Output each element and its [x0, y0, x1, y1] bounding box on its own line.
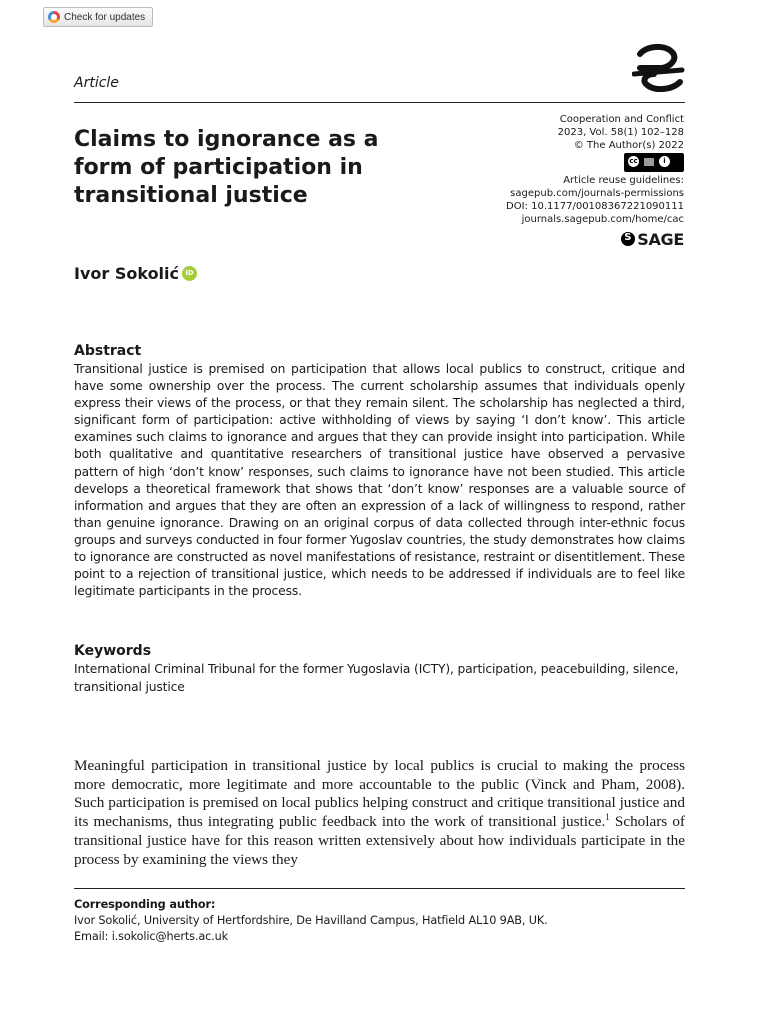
- check-for-updates-button[interactable]: [43, 7, 153, 27]
- journal-logo-icon: [632, 44, 688, 92]
- journal-name: Cooperation and Conflict: [559, 114, 684, 125]
- author-name: Ivor Sokolić: [74, 264, 180, 283]
- publisher-name: SAGE: [637, 229, 684, 249]
- corresponding-author-heading: Corresponding author:: [74, 898, 216, 911]
- copyright-notice: © The Author(s) 2022: [573, 140, 684, 151]
- footnote-reference[interactable]: 1: [605, 812, 610, 823]
- journal-volume: 2023, Vol. 58(1) 102–128: [557, 127, 684, 138]
- body-text-part-2: Scholars of transitional justice have for this reason written extensively about how individuals participate in the process by examining the views they: [74, 813, 685, 868]
- sage-logo-icon: [621, 232, 635, 246]
- corresponding-author-email[interactable]: Email: i.sokolic@herts.ac.uk: [74, 930, 228, 943]
- body-paragraph: [74, 757, 685, 869]
- article-title: Claims to ignorance as a form of participation in transitional justice: [74, 127, 379, 208]
- keywords-text: International Criminal Tribunal for the former Yugoslavia (ICTY), participation, peacebuilding, silence, transitional justice: [74, 662, 679, 694]
- check-updates-label: Check for updates: [64, 11, 146, 23]
- body-text-part-1: Meaningful participation in transitional justice by local publics is crucial to making the process more democratic, more legitimate and more accountable to the public (Vinck and Pham, 2008). Such participation is premised on local publics helping construct and critique transitional justice and its mechanisms, thus integrating public feedback into the work of transitional justice.: [74, 757, 685, 831]
- keywords-heading: Keywords: [74, 643, 152, 659]
- footnote-divider: [74, 888, 685, 889]
- corresponding-author-address: Ivor Sokolić, University of Hertfordshire, De Havilland Campus, Hatfield AL10 9AB, UK.: [74, 914, 548, 927]
- corresponding-author-note: [74, 897, 685, 945]
- author-line: [74, 264, 197, 283]
- abstract-text: Transitional justice is premised on participation that allows local publics to construct, critique and have some ownership over the process. The current scholarship assumes that individuals openly express their views of the process, or that they remain silent. The scholarship has neglected a third, significant form of participation: active withholding of views by saying ‘I don’t know’. This article examines such claims to ignorance and argues that they can provide insight into participation. While both qualitative and quantitative researchers of transitional justice have observed a pervasive pattern of high ‘don’t know’ responses, such claims to ignorance have not been studied. This article develops a theoretical framework that shows that ‘don’t know’ responses are a valuable source of information and argues that they are often an expression of a lack of willingness to respond, rather than genuine ignorance. Drawing on an original corpus of data collected through inter-ethnic focus groups and surveys conducted in four former Yugoslav countries, the study demonstrates how claims to ignorance are constructed as novel manifestations of resistance, restraint or disentitlement. These point to a rejection of transitional justice, which needs to be addressed if individuals are to feel like legitimate participants in the process.: [74, 362, 685, 599]
- article-type-label: Article: [74, 75, 119, 91]
- doi-link[interactable]: DOI: 10.1177/00108367221090111: [506, 201, 684, 212]
- orcid-icon[interactable]: iD: [182, 266, 197, 281]
- reuse-guidelines-label: Article reuse guidelines:: [563, 175, 684, 186]
- reuse-guidelines-link[interactable]: sagepub.com/journals-permissions: [510, 188, 684, 199]
- journal-metadata: [424, 113, 684, 249]
- check-updates-icon: [48, 11, 60, 23]
- cc-by-license-icon[interactable]: cc i: [624, 153, 684, 172]
- journal-homepage-link[interactable]: journals.sagepub.com/home/cac: [521, 214, 684, 225]
- header-divider: [74, 102, 685, 103]
- abstract-heading: Abstract: [74, 343, 142, 359]
- publisher-logo: [424, 229, 684, 249]
